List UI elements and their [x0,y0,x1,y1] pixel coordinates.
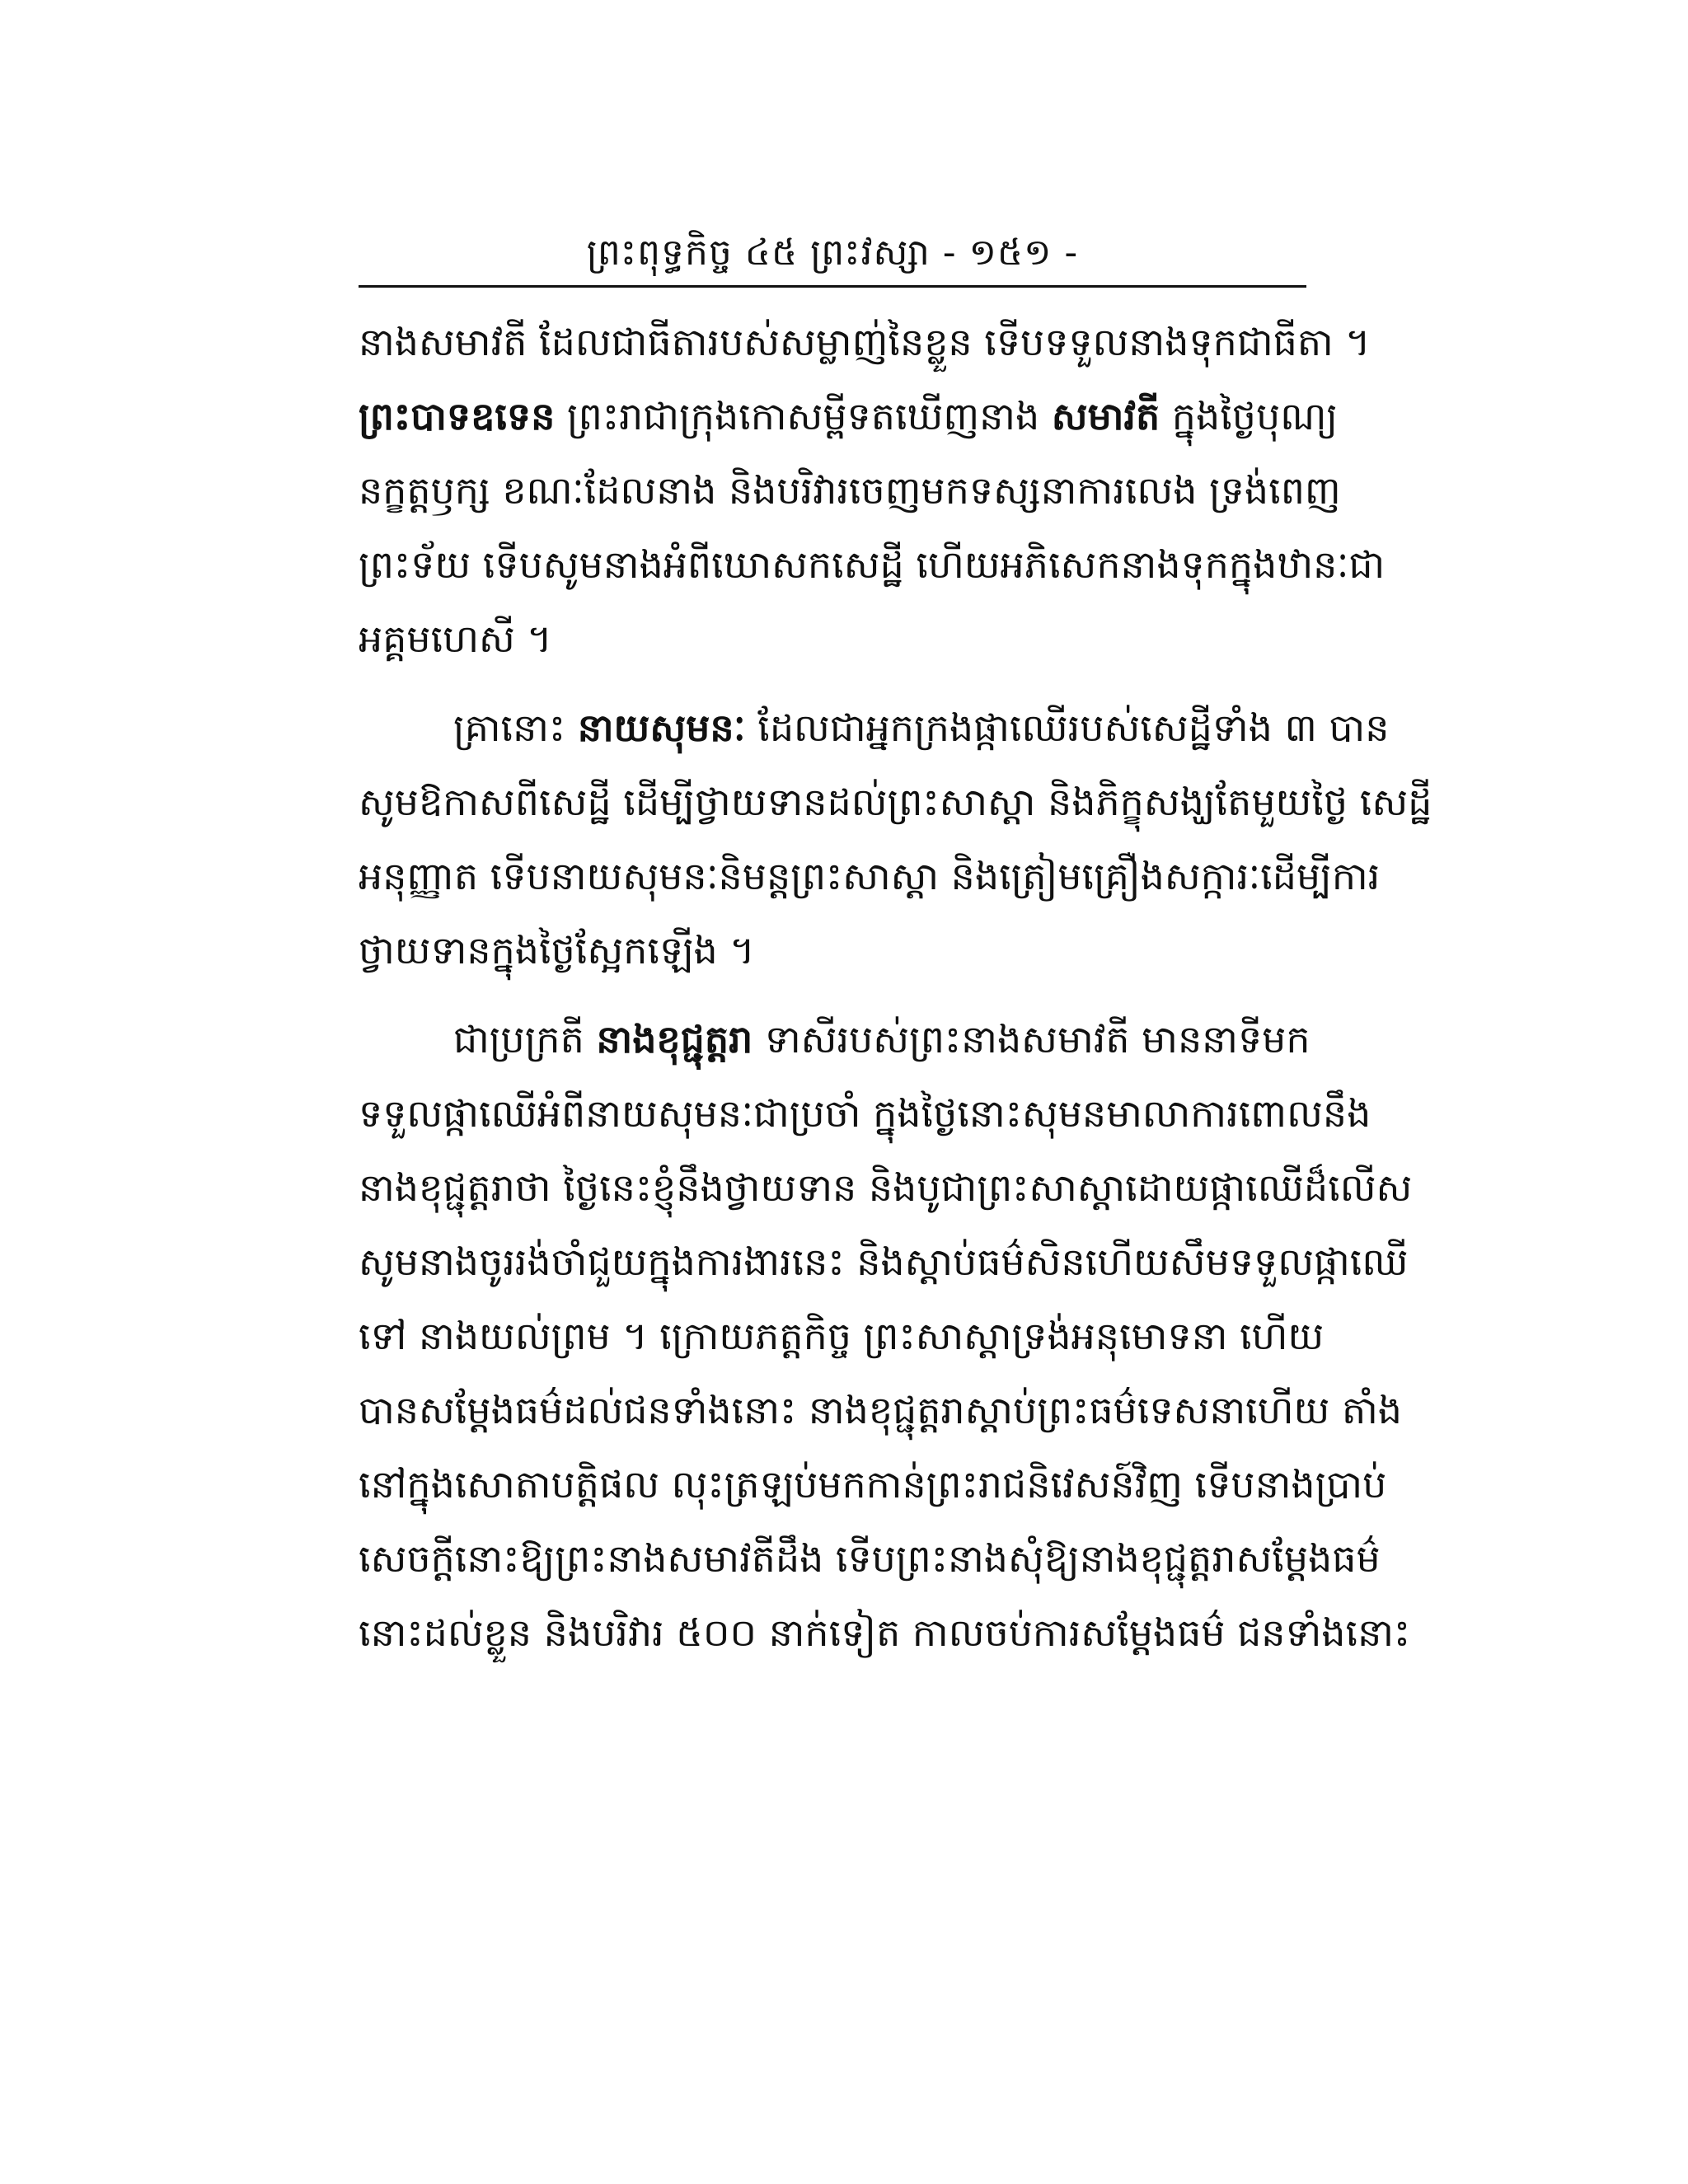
text-line: នាងសមាវតី ដែលជាធីតារបស់សម្លាញ់នៃខ្លួន ទើបទទួលនាងទុកជាធីតា ។ [359,320,1371,364]
paragraph-1 [359,305,1386,676]
text-line: គ្រានោះ នាយសុមនៈ ដែលជាអ្នកក្រងផ្កាឈើរបស់សេដ្ឋីទាំង ៣ បាន [453,705,1390,750]
bold-name: នាយសុមនៈ [577,705,746,750]
text-line: នាងខុជ្ជុត្តរាថា ថ្ងៃនេះខ្ញុំនឹងថ្វាយទាន និងបូជាព្រះសាស្តាដោយផ្កាឈើដ៏លើស [359,1165,1413,1210]
text-line: ជាប្រក្រតី នាងខុជ្ជុត្តរា ទាសីរបស់ព្រះនាងសមាវតី មាននាទីមក [453,1017,1311,1062]
text-line: នោះដល់ខ្លួន និងបរិវារ ៥០០ នាក់ទៀត កាលចប់ការសម្តែងធម៌ ជនទាំងនោះ [359,1610,1411,1655]
paragraph-3 [359,1002,1413,1670]
page-number: - ១៥១ - [942,232,1079,274]
text-line: នៅក្នុងសោតាបត្តិផល លុះត្រឡប់មកកាន់ព្រះរាជនិវេសន៍វិញ ទើបនាងប្រាប់ [359,1462,1387,1507]
text-line: អនុញ្ញាត ទើបនាយសុមនៈនិមន្តព្រះសាស្តា និងត្រៀមគ្រឿងសក្ការៈដើម្បីការ [359,854,1381,898]
text-line: អគ្គមហេសី ។ [359,616,552,661]
text-line: សូមឱកាសពីសេដ្ឋី ដើម្បីថ្វាយទានដល់ព្រះសាស្តា និងភិក្ខុសង្ឃតែមួយថ្ងៃ សេដ្ឋី [359,780,1432,824]
bold-name: សមាវតី [1051,394,1160,438]
text-line: សូមនាងចូររង់ចាំជួយក្នុងការងារនេះ និងស្តាប់ធម៌សិនហើយសឹមទទួលផ្កាឈើ [359,1240,1409,1284]
text-line: ទៅ នាងយល់ព្រម ។ ក្រោយភត្តកិច្ច ព្រះសាស្តាទ្រង់អនុមោទនា ហើយ [359,1314,1325,1358]
text-line: ទទួលផ្កាឈើអំពីនាយសុមនៈជាប្រចាំ ក្នុងថ្ងៃនោះសុមនមាលាការពោលនឹង [359,1091,1372,1136]
text-line: សេចក្តីនោះឱ្យព្រះនាងសមាវតីដឹង ទើបព្រះនាងសុំឱ្យនាងខុជ្ជុត្តរាសម្តែងធម៌ [359,1536,1381,1581]
text-line: បានសម្តែងធម៌ដល់ជនទាំងនោះ នាងខុជ្ជុត្តរាស្តាប់ព្រះធម៌ទេសនាហើយ តាំង [359,1388,1402,1432]
header-rule [359,285,1306,288]
text-line: ថ្វាយទានក្នុងថ្ងៃស្អែកឡើង ។ [359,928,755,972]
text-line: ព្រះបាទឧទេន ព្រះរាជាក្រុងកោសម្ពីទតឃើញនាង សមាវតី ក្នុងថ្ងៃបុណ្យ [359,394,1339,438]
paragraph-2 [359,691,1432,987]
body-text [359,305,1432,1670]
running-title: ព្រះពុទ្ធកិច្ច ៤៥ ព្រះវស្សា [586,232,931,274]
text-line: នក្ខត្តឫក្ស ខណៈដែលនាង និងបរិវារចេញមកទស្សនាការលេង ទ្រង់ពេញ [359,468,1341,513]
running-header [359,221,1306,285]
bold-name: នាងខុជ្ជុត្តរា [596,1017,753,1062]
text-line: ព្រះទ័យ ទើបសូមនាងអំពីឃោសកសេដ្ឋី ហើយអភិសេកនាងទុកក្នុងឋានៈជា [359,542,1386,587]
bold-name: ព្រះបាទឧទេន [359,394,556,438]
